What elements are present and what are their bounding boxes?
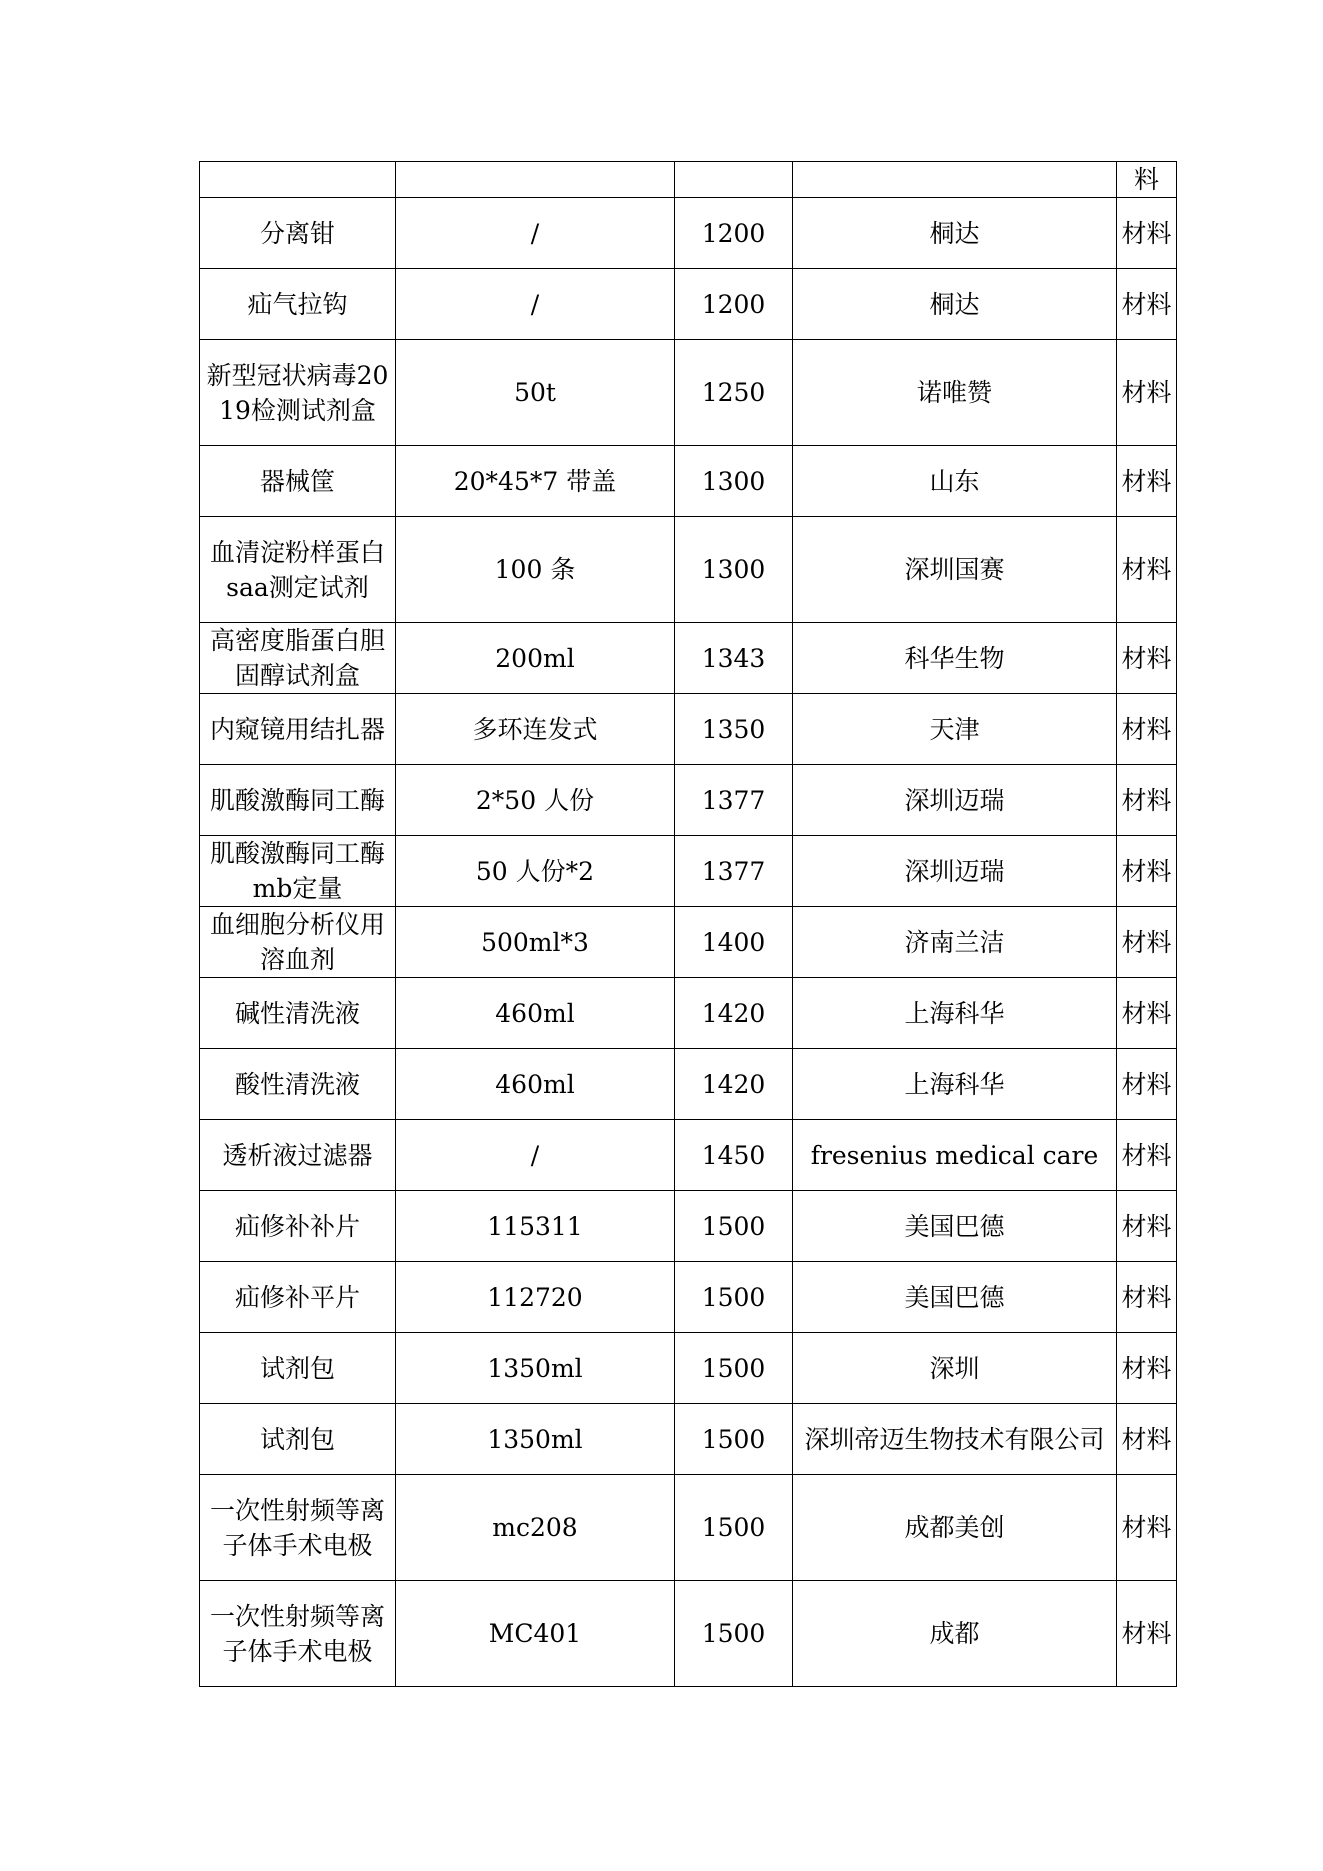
table-row xyxy=(200,198,1177,269)
cell-price: 1343 xyxy=(675,623,793,694)
table-row xyxy=(200,1404,1177,1475)
cell-price: 1500 xyxy=(675,1333,793,1404)
cell-name: 血细胞分析仪用溶血剂 xyxy=(200,907,396,978)
cell-maker: 山东 xyxy=(793,446,1117,517)
cell-name: 一次性射频等离子体手术电极 xyxy=(200,1475,396,1581)
cell-name: 分离钳 xyxy=(200,198,396,269)
cell-maker: 上海科华 xyxy=(793,978,1117,1049)
cell-spec: / xyxy=(396,198,675,269)
cell-category: 料 xyxy=(1117,162,1177,198)
table-row xyxy=(200,978,1177,1049)
cell-price: 1377 xyxy=(675,836,793,907)
cell-price: 1300 xyxy=(675,446,793,517)
cell-maker: 美国巴德 xyxy=(793,1191,1117,1262)
cell-spec: 115311 xyxy=(396,1191,675,1262)
cell-name: 疝气拉钩 xyxy=(200,269,396,340)
cell-maker: 深圳国赛 xyxy=(793,517,1117,623)
cell-category: 材料 xyxy=(1117,694,1177,765)
cell-maker: 诺唯赞 xyxy=(793,340,1117,446)
cell-name: 器械筐 xyxy=(200,446,396,517)
cell-price: 1420 xyxy=(675,978,793,1049)
cell-name: 试剂包 xyxy=(200,1333,396,1404)
cell-maker: fresenius medical care xyxy=(793,1120,1117,1191)
cell-maker: 深圳 xyxy=(793,1333,1117,1404)
cell-price: 1420 xyxy=(675,1049,793,1120)
cell-price: 1250 xyxy=(675,340,793,446)
cell-spec: 多环连发式 xyxy=(396,694,675,765)
cell-spec: 100 条 xyxy=(396,517,675,623)
cell-category: 材料 xyxy=(1117,446,1177,517)
cell-price: 1500 xyxy=(675,1191,793,1262)
cell-maker: 桐达 xyxy=(793,269,1117,340)
cell-category: 材料 xyxy=(1117,269,1177,340)
cell-spec: / xyxy=(396,1120,675,1191)
table-row xyxy=(200,1191,1177,1262)
cell-name: 试剂包 xyxy=(200,1404,396,1475)
cell-category: 材料 xyxy=(1117,1581,1177,1687)
cell-category: 材料 xyxy=(1117,836,1177,907)
cell-category: 材料 xyxy=(1117,1333,1177,1404)
table-row xyxy=(200,765,1177,836)
table-row xyxy=(200,340,1177,446)
cell-category: 材料 xyxy=(1117,517,1177,623)
cell-category: 材料 xyxy=(1117,1262,1177,1333)
cell-maker: 深圳迈瑞 xyxy=(793,836,1117,907)
table-row xyxy=(200,623,1177,694)
table-row xyxy=(200,836,1177,907)
cell-maker: 天津 xyxy=(793,694,1117,765)
cell-price: 1200 xyxy=(675,269,793,340)
cell-spec: 460ml xyxy=(396,978,675,1049)
cell-price: 1500 xyxy=(675,1404,793,1475)
table-row xyxy=(200,1581,1177,1687)
cell-price: 1500 xyxy=(675,1475,793,1581)
table-row xyxy=(200,517,1177,623)
cell-name: 肌酸激酶同工酶 xyxy=(200,765,396,836)
cell-price: 1450 xyxy=(675,1120,793,1191)
cell-name: 高密度脂蛋白胆固醇试剂盒 xyxy=(200,623,396,694)
cell-name: 透析液过滤器 xyxy=(200,1120,396,1191)
cell-spec: 200ml xyxy=(396,623,675,694)
cell-name: 酸性清洗液 xyxy=(200,1049,396,1120)
cell-maker: 济南兰洁 xyxy=(793,907,1117,978)
cell-name: 疝修补补片 xyxy=(200,1191,396,1262)
cell-spec: 2*50 人份 xyxy=(396,765,675,836)
table-body xyxy=(200,162,1177,1687)
cell-maker: 科华生物 xyxy=(793,623,1117,694)
cell-name: 内窥镜用结扎器 xyxy=(200,694,396,765)
cell-name: 血清淀粉样蛋白saa测定试剂 xyxy=(200,517,396,623)
table-row xyxy=(200,1262,1177,1333)
cell-maker: 深圳迈瑞 xyxy=(793,765,1117,836)
cell-category: 材料 xyxy=(1117,340,1177,446)
cell-maker: 上海科华 xyxy=(793,1049,1117,1120)
cell-spec: 1350ml xyxy=(396,1404,675,1475)
table-row xyxy=(200,162,1177,198)
table-row xyxy=(200,694,1177,765)
cell-spec: 50 人份*2 xyxy=(396,836,675,907)
cell-category: 材料 xyxy=(1117,1404,1177,1475)
cell-spec: MC401 xyxy=(396,1581,675,1687)
cell-name: 新型冠状病毒2019检测试剂盒 xyxy=(200,340,396,446)
cell-name: 碱性清洗液 xyxy=(200,978,396,1049)
cell-spec: 112720 xyxy=(396,1262,675,1333)
cell-category: 材料 xyxy=(1117,978,1177,1049)
cell-category: 材料 xyxy=(1117,1191,1177,1262)
cell-price: 1300 xyxy=(675,517,793,623)
cell-spec: mc208 xyxy=(396,1475,675,1581)
cell-category: 材料 xyxy=(1117,198,1177,269)
cell-name: 疝修补平片 xyxy=(200,1262,396,1333)
cell-price: 1200 xyxy=(675,198,793,269)
cell-price: 1400 xyxy=(675,907,793,978)
table-row xyxy=(200,1049,1177,1120)
cell-maker: 桐达 xyxy=(793,198,1117,269)
cell-maker xyxy=(793,162,1117,198)
cell-spec xyxy=(396,162,675,198)
cell-spec: 1350ml xyxy=(396,1333,675,1404)
cell-category: 材料 xyxy=(1117,907,1177,978)
table-row xyxy=(200,1475,1177,1581)
cell-name xyxy=(200,162,396,198)
cell-category: 材料 xyxy=(1117,1475,1177,1581)
table-row xyxy=(200,1333,1177,1404)
cell-spec: 50t xyxy=(396,340,675,446)
cell-price: 1500 xyxy=(675,1581,793,1687)
cell-maker: 深圳帝迈生物技术有限公司 xyxy=(793,1404,1117,1475)
cell-price: 1350 xyxy=(675,694,793,765)
cell-maker: 成都 xyxy=(793,1581,1117,1687)
table-row xyxy=(200,446,1177,517)
cell-category: 材料 xyxy=(1117,1049,1177,1120)
cell-spec: 500ml*3 xyxy=(396,907,675,978)
cell-category: 材料 xyxy=(1117,623,1177,694)
cell-spec: / xyxy=(396,269,675,340)
cell-spec: 20*45*7 带盖 xyxy=(396,446,675,517)
cell-price xyxy=(675,162,793,198)
cell-price: 1500 xyxy=(675,1262,793,1333)
cell-maker: 美国巴德 xyxy=(793,1262,1117,1333)
table-row xyxy=(200,907,1177,978)
materials-table xyxy=(199,161,1177,1687)
table-row xyxy=(200,269,1177,340)
cell-spec: 460ml xyxy=(396,1049,675,1120)
cell-maker: 成都美创 xyxy=(793,1475,1117,1581)
cell-category: 材料 xyxy=(1117,1120,1177,1191)
table-row xyxy=(200,1120,1177,1191)
cell-name: 肌酸激酶同工酶mb定量 xyxy=(200,836,396,907)
cell-price: 1377 xyxy=(675,765,793,836)
cell-category: 材料 xyxy=(1117,765,1177,836)
cell-name: 一次性射频等离子体手术电极 xyxy=(200,1581,396,1687)
